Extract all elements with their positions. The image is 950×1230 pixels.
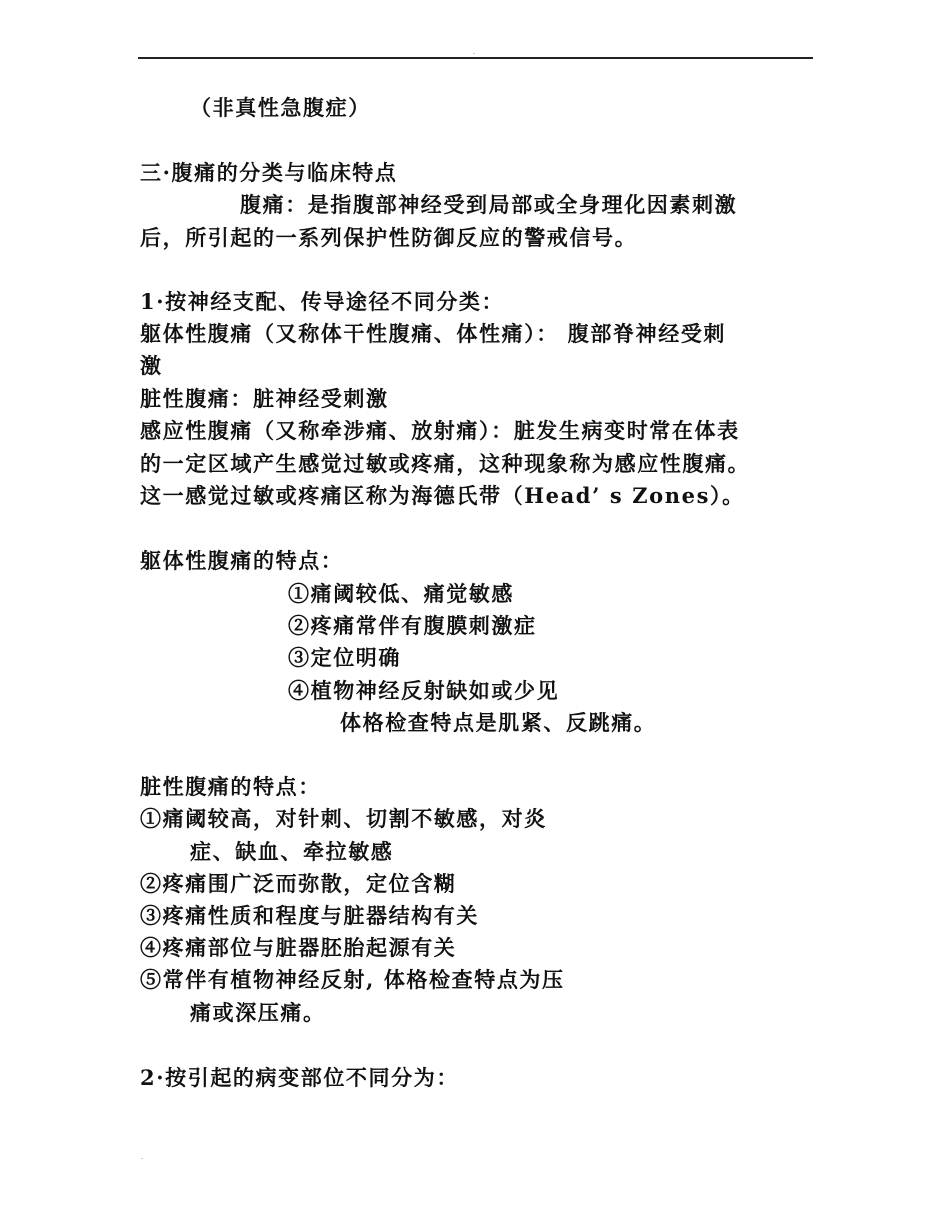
footer-dot: . [141,1154,143,1161]
text-line: 脏性腹痛：脏神经受刺激 [140,386,389,411]
list-item: ①痛阈较高，对针刺、切割不敏感，对炎 [140,806,547,831]
list-item: ①痛阈较低、痛觉敏感 [288,581,514,606]
list-item-continuation: 症、缺血、牵拉敏感 [190,839,394,864]
list-item: ⑤常伴有植物神经反射, 体格检查特点为压 [140,967,565,992]
text-line: 体格检查特点是肌紧、反跳痛。 [340,710,657,735]
list-item: ②疼痛常伴有腹膜刺激症 [288,613,537,638]
list-heading: 脏性腹痛的特点： [140,774,321,799]
text-line: 的一定区域产生感觉过敏或疼痛，这种现象称为感应性腹痛。 [140,451,751,476]
subsection-heading: 1·按神经支配、传导途径不同分类： [140,289,505,314]
list-heading: 躯体性腹痛的特点： [140,548,344,573]
header-dot: . [473,49,475,56]
list-item: ③疼痛性质和程度与脏器结构有关 [140,903,479,928]
list-item: ④疼痛部位与脏器胚胎起源有关 [140,935,457,960]
list-item: ④植物神经反射缺如或少见 [288,678,560,703]
section-heading: 三·腹痛的分类与临床特点 [140,160,398,185]
text-line: 这一感觉过敏或疼痛区称为海德氏带（Head’ s Zones）。 [140,483,745,508]
header-rule [138,57,813,59]
text-line: 激 [140,353,163,378]
text-line: 腹痛：是指腹部神经受到局部或全身理化因素刺激 [240,192,738,217]
subsection-heading: 2·按引起的病变部位不同分为： [140,1065,459,1090]
text-line: （非真性急腹症） [190,95,371,120]
list-item: ②疼痛围广泛而弥散，定位含糊 [140,871,457,896]
text-line: 躯体性腹痛（又称体干性腹痛、体性痛）： 腹部脊神经受刺 [140,321,727,346]
list-item: ③定位明确 [288,645,401,670]
text-line: 后，所引起的一系列保护性防御反应的警戒信号。 [140,225,638,250]
text-line: 感应性腹痛（又称牵涉痛、放射痛）：脏发生病变时常在体表 [140,418,740,443]
list-item-continuation: 痛或深压痛。 [190,1000,326,1025]
